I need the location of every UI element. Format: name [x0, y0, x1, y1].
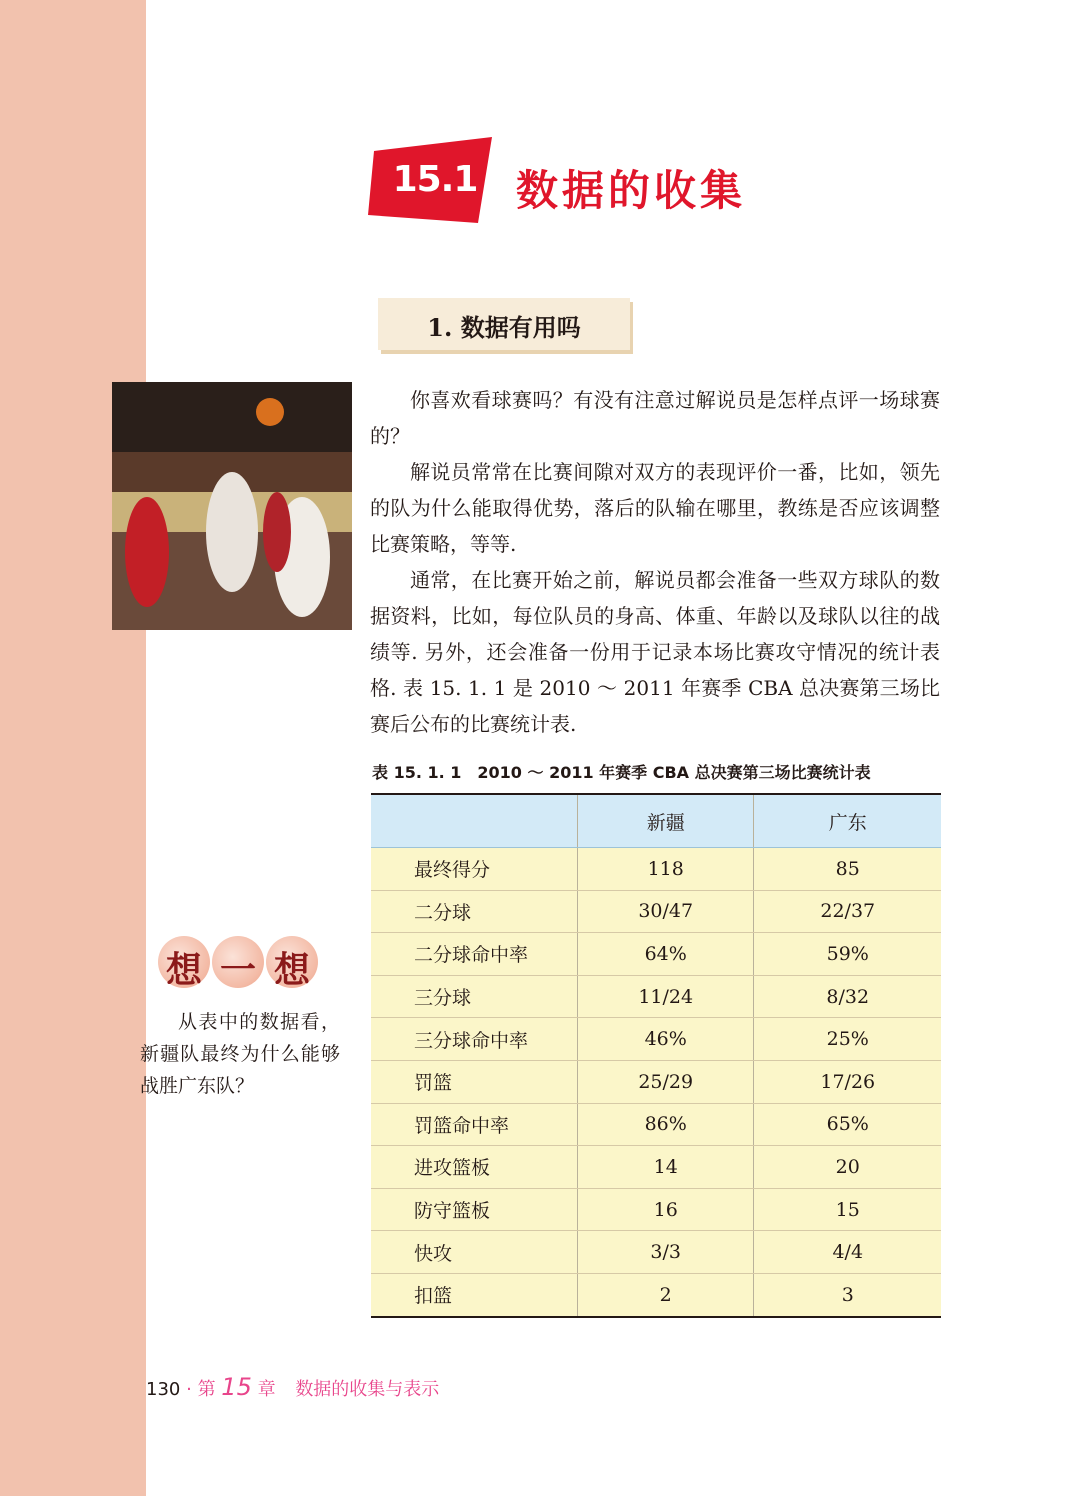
table-row — [371, 975, 941, 1018]
page-footer — [146, 1373, 439, 1401]
stat-guangdong: 22/37 — [754, 890, 941, 933]
table-row — [371, 933, 941, 976]
section-badge — [368, 137, 492, 223]
stat-label: 防守篮板 — [371, 1188, 577, 1231]
header-cell-blank — [371, 794, 577, 848]
stat-label: 快攻 — [371, 1231, 577, 1274]
basketball-photo — [112, 382, 352, 630]
table-row — [371, 1060, 941, 1103]
think-char: 一 — [219, 949, 256, 991]
stat-xinjiang: 25/29 — [577, 1060, 754, 1103]
table-caption: 表 15. 1. 1 2010 ～ 2011 年赛季 CBA 总决赛第三场比赛统计表 — [372, 763, 871, 782]
subsection-banner — [378, 298, 630, 350]
paragraph-2: 解说员常常在比赛间隙对双方的表现评价一番，比如，领先的队为什么能取得优势，落后的队输在哪里，教练是否应该调整比赛策略，等等. — [370, 460, 940, 556]
chapter-prefix: 第 — [197, 1379, 216, 1400]
stat-guangdong: 65% — [754, 1103, 941, 1146]
table-header-row — [371, 794, 941, 848]
side-band — [0, 0, 146, 1496]
stat-label: 罚篮命中率 — [371, 1103, 577, 1146]
table-row — [371, 1231, 941, 1274]
table-row — [371, 1018, 941, 1061]
table-row — [371, 1188, 941, 1231]
stat-label: 扣篮 — [371, 1273, 577, 1316]
stat-label: 二分球 — [371, 890, 577, 933]
table-row — [371, 848, 941, 891]
stat-guangdong: 25% — [754, 1018, 941, 1061]
stat-label: 罚篮 — [371, 1060, 577, 1103]
stats-table — [371, 793, 941, 1318]
stat-xinjiang: 118 — [577, 848, 754, 891]
stat-guangdong: 4/4 — [754, 1231, 941, 1274]
stat-label: 三分球 — [371, 975, 577, 1018]
paragraph-1: 你喜欢看球赛吗？有没有注意过解说员是怎样点评一场球赛的？ — [370, 388, 940, 448]
stat-guangdong: 59% — [754, 933, 941, 976]
think-text — [140, 1006, 340, 1102]
stat-xinjiang: 64% — [577, 933, 754, 976]
table-row — [371, 1103, 941, 1146]
header-cell-guangdong: 广东 — [754, 794, 941, 848]
stat-xinjiang: 86% — [577, 1103, 754, 1146]
stat-guangdong: 17/26 — [754, 1060, 941, 1103]
stat-xinjiang: 14 — [577, 1146, 754, 1189]
stat-label: 三分球命中率 — [371, 1018, 577, 1061]
body-text — [370, 382, 940, 742]
section-title: 数据的收集 — [516, 166, 747, 215]
stat-label: 二分球命中率 — [371, 933, 577, 976]
stat-xinjiang: 11/24 — [577, 975, 754, 1018]
think-heading — [158, 936, 318, 992]
stat-guangdong: 20 — [754, 1146, 941, 1189]
stat-guangdong: 3 — [754, 1273, 941, 1316]
chapter-title: 数据的收集与表示 — [295, 1379, 440, 1400]
stat-xinjiang: 46% — [577, 1018, 754, 1061]
subsection-title: 1. 数据有用吗 — [427, 313, 581, 342]
paragraph-3: 通常，在比赛开始之前，解说员都会准备一些双方球队的数据资料，比如，每位队员的身高、体重、年龄以及球队以往的战绩等. 另外，还会准备一份用于记录本场比赛攻守情况的统计表格. 表 15. 1. 1 是 2010 ～ 2011 年赛季 CBA 总决赛第三场比赛后公布的比赛统计表. — [370, 568, 940, 736]
page-number: 130 — [146, 1379, 181, 1400]
stat-guangdong: 15 — [754, 1188, 941, 1231]
section-number: 15.1 — [392, 159, 478, 200]
header-cell-xinjiang: 新疆 — [577, 794, 754, 848]
stat-guangdong: 8/32 — [754, 975, 941, 1018]
think-char: 想 — [273, 949, 310, 991]
table-row — [371, 1146, 941, 1189]
stat-xinjiang: 2 — [577, 1273, 754, 1316]
table-row — [371, 1273, 941, 1316]
stat-label: 最终得分 — [371, 848, 577, 891]
chapter-suffix: 章 — [257, 1379, 276, 1400]
table-row — [371, 890, 941, 933]
stat-xinjiang: 16 — [577, 1188, 754, 1231]
stat-xinjiang: 3/3 — [577, 1231, 754, 1274]
footer-separator: · — [186, 1379, 192, 1400]
stat-label: 进攻篮板 — [371, 1146, 577, 1189]
stat-guangdong: 85 — [754, 848, 941, 891]
think-question: 从表中的数据看，新疆队最终为什么能够战胜广东队？ — [140, 1011, 340, 1097]
think-char: 想 — [165, 949, 202, 991]
chapter-number: 15 — [221, 1373, 252, 1401]
stat-xinjiang: 30/47 — [577, 890, 754, 933]
